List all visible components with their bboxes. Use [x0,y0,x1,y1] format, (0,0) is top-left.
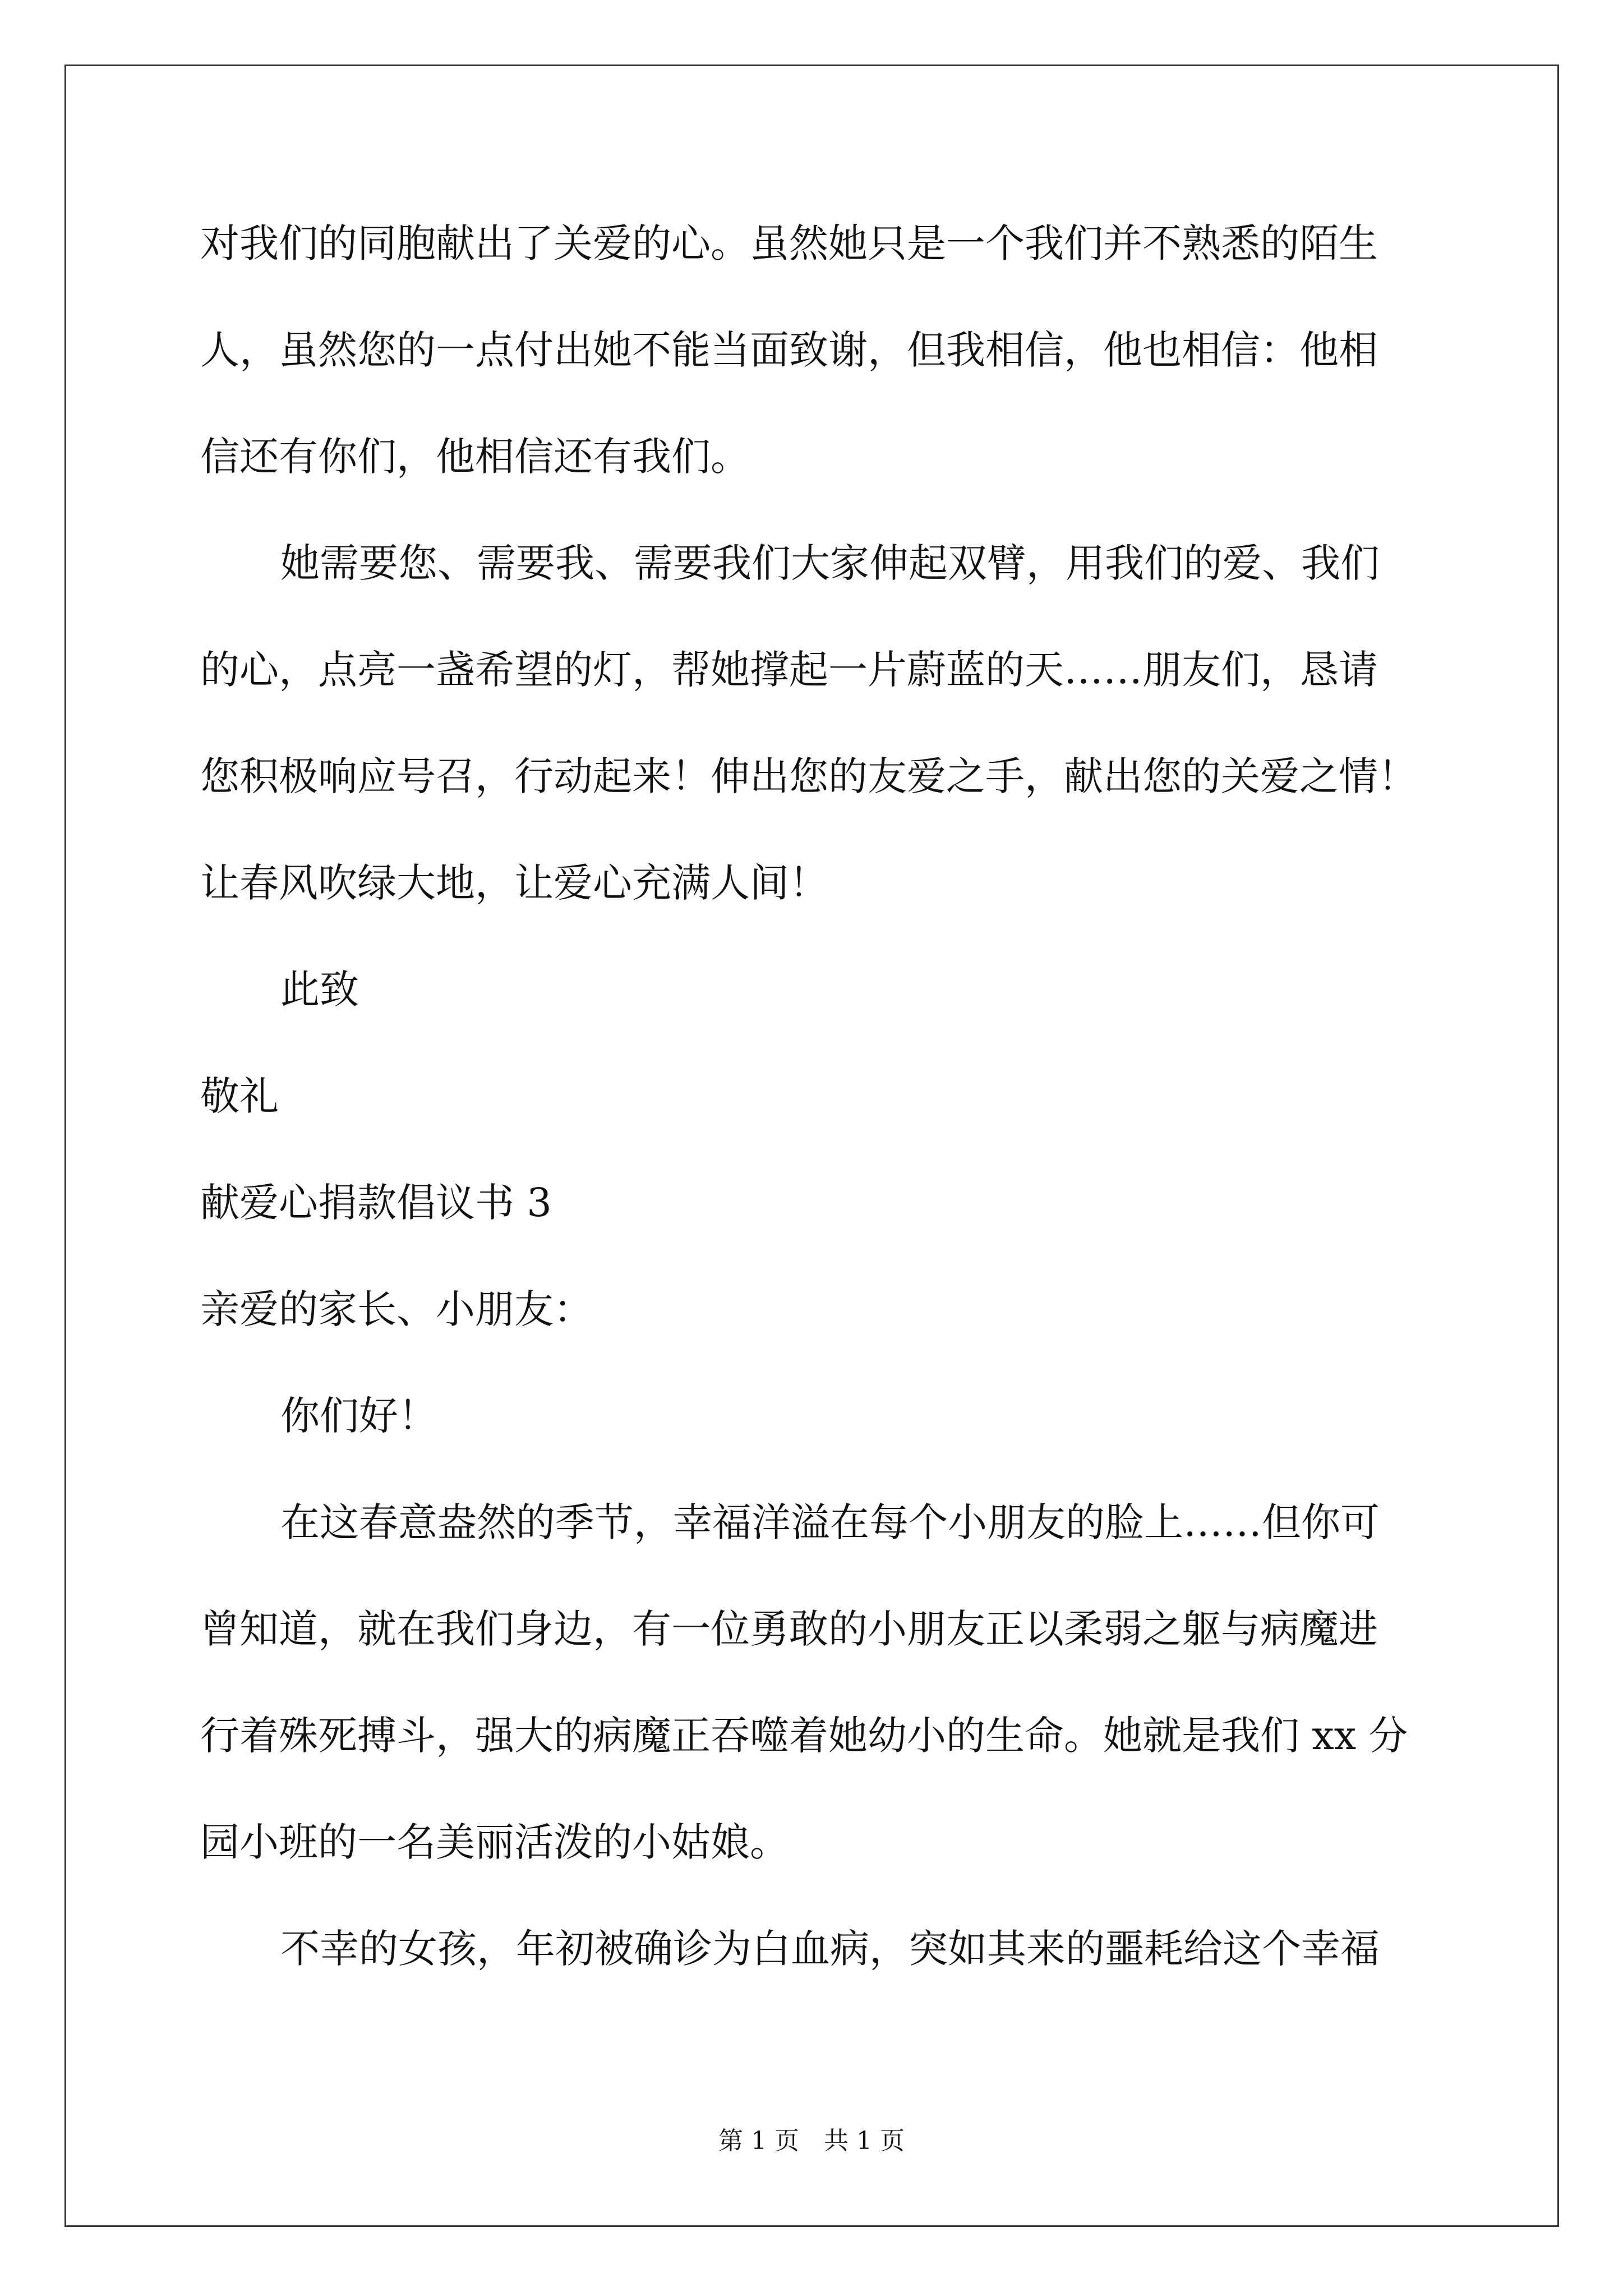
text-line: 的心，点亮一盏希望的灯，帮她撑起一片蔚蓝的天……朋友们，恳请 [200,647,1378,693]
text-line: 信还有你们，他相信还有我们。 [200,434,750,480]
paragraph-first-line: 她需要您、需要我、需要我们大家伸起双臂，用我们的爱、我们 [280,540,1380,586]
closing-regards: 敬礼 [200,1073,279,1119]
text-line: 曾知道，就在我们身边，有一位勇敢的小朋友正以柔弱之躯与病魔进 [200,1606,1378,1652]
greeting: 亲爱的家长、小朋友： [200,1286,593,1332]
text-line: 人，虽然您的一点付出她不能当面致谢，但我相信，他也相信：他相 [200,327,1378,373]
greeting-line: 你们好！ [280,1393,437,1439]
paragraph-first-line: 在这春意盎然的季节，幸福洋溢在每个小朋友的脸上……但你可 [280,1499,1380,1545]
text-line: 您积极响应号召，行动起来！伸出您的友爱之手，献出您的关爱之情！ [200,753,1417,799]
text-line: 行着殊死搏斗，强大的病魔正吞噬着她幼小的生命。她就是我们 xx 分 [200,1713,1408,1759]
paragraph-first-line: 不幸的女孩，年初被确诊为白血病，突如其来的噩耗给这个幸福 [280,1926,1380,1972]
text-line: 园小班的一名美丽活泼的小姑娘。 [200,1819,789,1865]
page-number: 第 1 页 共 1 页 [718,2127,905,2155]
text-line: 对我们的同胞献出了关爱的心。虽然她只是一个我们并不熟悉的陌生 [200,220,1378,266]
closing-salutation: 此致 [280,967,359,1013]
section-title: 献爱心捐款倡议书 3 [200,1180,552,1226]
text-line: 让春风吹绿大地，让爱心充满人间！ [200,860,828,906]
page-border [64,65,1559,2227]
